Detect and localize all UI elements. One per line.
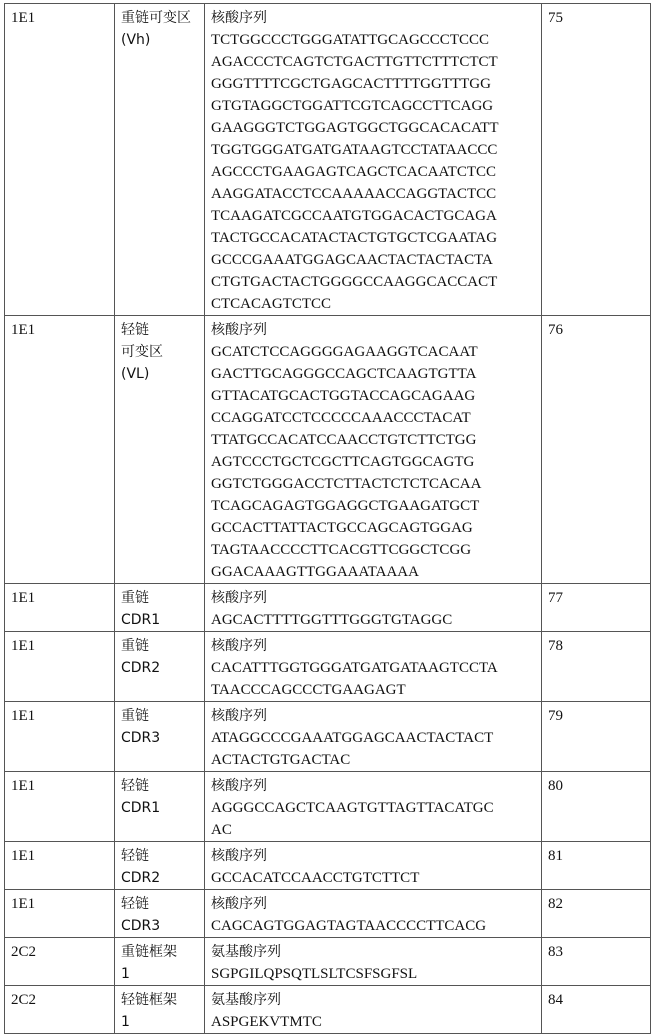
sequence-type: 核酸序列 [211, 848, 267, 864]
sequence-text: SGPGILQPSQTLSLTCSFSGFSL [211, 966, 418, 982]
table-row [5, 842, 651, 890]
clone-id: 2C2 [11, 944, 37, 960]
region-label: 重链可变区(Vh) [121, 10, 191, 48]
clone-cell [5, 632, 115, 702]
region-cell [115, 772, 205, 842]
clone-cell [5, 842, 115, 890]
region-label: 轻链 CDR2 [121, 848, 161, 886]
clone-cell [5, 4, 115, 316]
sequence-type: 核酸序列 [211, 10, 267, 26]
clone-cell [5, 584, 115, 632]
seq-id: 81 [548, 848, 563, 864]
sequence-type: 核酸序列 [211, 778, 267, 794]
sequence-text: CACATTTGGTGGGATGATGATAAGTCCTA TAACCCAGCCCTGAAGAGT [211, 660, 498, 698]
seq-id-cell [542, 632, 651, 702]
sequence-table [4, 3, 651, 1034]
sequence-cell [205, 632, 542, 702]
sequence-cell [205, 986, 542, 1034]
sequence-text: AGCACTTTTGGTTTGGGTGTAGGC [211, 612, 453, 628]
seq-id: 83 [548, 944, 563, 960]
sequence-type: 核酸序列 [211, 708, 267, 724]
clone-id: 1E1 [11, 638, 36, 654]
region-label: 重链 CDR2 [121, 638, 161, 676]
seq-id-cell [542, 986, 651, 1034]
sequence-cell [205, 4, 542, 316]
clone-cell [5, 702, 115, 772]
sequence-type: 核酸序列 [211, 322, 267, 338]
region-label: 重链 CDR3 [121, 708, 161, 746]
seq-id-cell [542, 772, 651, 842]
sequence-table-body [5, 4, 651, 1034]
clone-cell [5, 938, 115, 986]
sequence-type: 核酸序列 [211, 638, 267, 654]
region-cell [115, 890, 205, 938]
table-row [5, 4, 651, 316]
table-row [5, 938, 651, 986]
table-row [5, 316, 651, 584]
region-cell [115, 316, 205, 584]
table-row [5, 890, 651, 938]
sequence-type: 核酸序列 [211, 590, 267, 606]
sequence-cell [205, 772, 542, 842]
region-label: 轻链框架 1 [121, 992, 177, 1030]
seq-id: 84 [548, 992, 563, 1008]
sequence-text: TCTGGCCCTGGGATATTGCAGCCCTCCC AGACCCTCAGTCTGACTTGTTCTTTCTCT GGGTTTTCGCTGAGCACTTTTGGTTTGG GTGTAGGCTGGATTCGTCAGCCTTCAGG GAAGGGTCTGGAGTGGCTGGCACACATT TGGTGGGATGATGATAAGTCCTATAACCC AGCCCTGAAGAGTCAGCTCACAATCTCC AAGGATACCTCCAAAAACCAGGTACTCC TCAAGATCGCCAATGTGGACACTGCAGA TACTGCCACATACTACTGTGCTCGAATAG GCCCGAAATGGAGCAACTACTACTACTA CTGTGACTACTGGGGCCAAGGCACCACT CTCACAGTCTCC [211, 32, 499, 312]
seq-id-cell [542, 890, 651, 938]
seq-id: 79 [548, 708, 563, 724]
region-label: 重链框架 1 [121, 944, 177, 982]
region-cell [115, 584, 205, 632]
seq-id-cell [542, 584, 651, 632]
table-row [5, 702, 651, 772]
clone-id: 1E1 [11, 590, 36, 606]
seq-id-cell [542, 938, 651, 986]
region-label: 轻链 可变区 (VL) [121, 322, 163, 382]
sequence-cell [205, 584, 542, 632]
seq-id-cell [542, 316, 651, 584]
sequence-cell [205, 890, 542, 938]
region-cell [115, 632, 205, 702]
seq-id: 80 [548, 778, 563, 794]
region-cell [115, 702, 205, 772]
table-row [5, 632, 651, 702]
seq-id: 77 [548, 590, 563, 606]
seq-id-cell [542, 4, 651, 316]
clone-id: 1E1 [11, 848, 36, 864]
seq-id: 75 [548, 10, 563, 26]
table-row [5, 772, 651, 842]
sequence-type: 氨基酸序列 [211, 992, 281, 1008]
region-cell [115, 938, 205, 986]
seq-id: 82 [548, 896, 563, 912]
region-label: 重链 CDR1 [121, 590, 161, 628]
table-row [5, 986, 651, 1034]
region-label: 轻链 CDR3 [121, 896, 161, 934]
clone-cell [5, 316, 115, 584]
clone-id: 1E1 [11, 708, 36, 724]
sequence-text: ATAGGCCCGAAATGGAGCAACTACTACT ACTACTGTGACTAC [211, 730, 494, 768]
seq-id-cell [542, 842, 651, 890]
sequence-text: GCATCTCCAGGGGAGAAGGTCACAAT GACTTGCAGGGCCAGCTCAAGTGTTA GTTACATGCACTGGTACCAGCAGAAG CCAGGATCCTCCCCCAAACCCTACAT TTATGCCACATCCAACCTGTCTTCTGG AGTCCCTGCTCGCTTCAGTGGCAGTG GGTCTGGGACCTCTTACTCTCTCACAA TCAGCAGAGTGGAGGCTGAAGATGCT GCCACTTATTACTGCCAGCAGTGGAG TAGTAACCCCTTCACGTTCGGCTCGG GGACAAAGTTGGAAATAAAA [211, 344, 482, 580]
clone-cell [5, 890, 115, 938]
sequence-text: ASPGEKVTMTC [211, 1014, 322, 1030]
sequence-cell [205, 316, 542, 584]
clone-cell [5, 772, 115, 842]
sequence-cell [205, 842, 542, 890]
sequence-cell [205, 938, 542, 986]
clone-id: 2C2 [11, 992, 37, 1008]
sequence-text: CAGCAGTGGAGTAGTAACCCCTTCACG [211, 918, 487, 934]
seq-id-cell [542, 702, 651, 772]
region-label: 轻链 CDR1 [121, 778, 161, 816]
region-cell [115, 986, 205, 1034]
seq-id: 76 [548, 322, 563, 338]
sequence-type: 氨基酸序列 [211, 944, 281, 960]
clone-id: 1E1 [11, 10, 36, 26]
table-row [5, 584, 651, 632]
sequence-text: AGGGCCAGCTCAAGTGTTAGTTACATGC AC [211, 800, 494, 838]
clone-cell [5, 986, 115, 1034]
clone-id: 1E1 [11, 778, 36, 794]
sequence-type: 核酸序列 [211, 896, 267, 912]
region-cell [115, 842, 205, 890]
seq-id: 78 [548, 638, 563, 654]
sequence-text: GCCACATCCAACCTGTCTTCT [211, 870, 420, 886]
region-cell [115, 4, 205, 316]
clone-id: 1E1 [11, 322, 36, 338]
sequence-cell [205, 702, 542, 772]
clone-id: 1E1 [11, 896, 36, 912]
